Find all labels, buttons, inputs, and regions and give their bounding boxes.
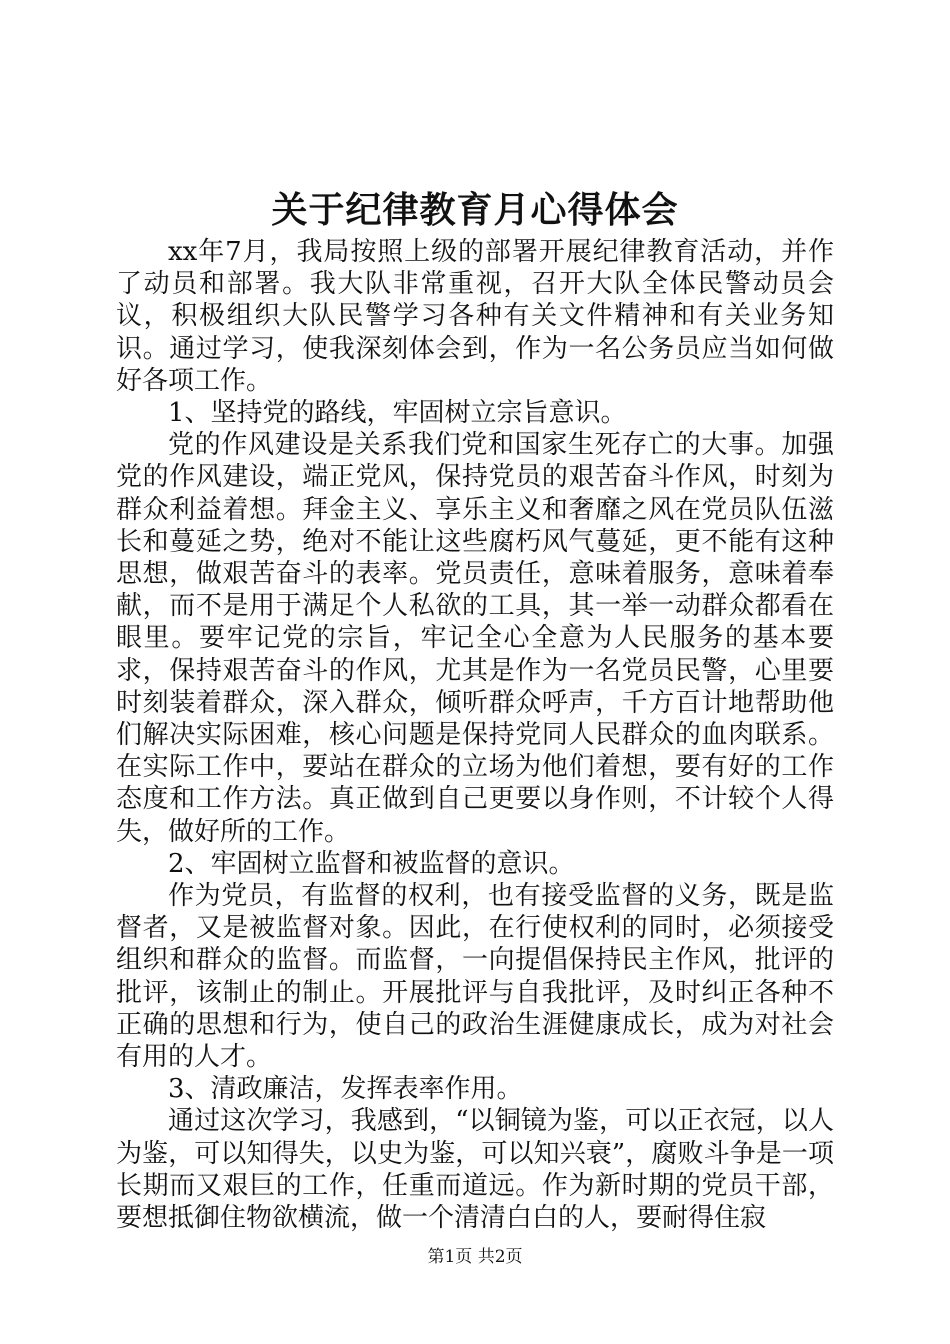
section-heading-3: 3、清政廉洁，发挥表率作用。 <box>168 1074 523 1105</box>
paragraph-section-3: 通过这次学习，我感到，“以铜镜为鉴，可以正衣冠，以人为鉴，可以知得失，以史为鉴，可以知兴衰”，腐败斗争是一项长期而又艰巨的工作，任重而道远。作为新时期的党员干部，要想抵御住物欲横流，做一个清清白白的人，要耐得住寂 <box>116 1106 834 1234</box>
page-number-footer: 第1页 共2页 <box>427 1247 523 1267</box>
paragraph-section-1: 党的作风建设是关系我们党和国家生死存亡的大事。加强党的作风建设，端正党风，保持党员的艰苦奋斗作风，时刻为群众利益着想。拜金主义、享乐主义和奢靡之风在党员队伍滋长和蔓延之势，绝对不能让这些腐朽风气蔓延，更不能有这种思想，做艰苦奋斗的表率。党员责任，意味着服务，意味着奉献，而不是用于满足个人私欲的工具，其一举一动群众都看在眼里。要牢记党的宗旨，牢记全心全意为人民服务的基本要求，保持艰苦奋斗的作风，尤其是作为一名党员民警，心里要时刻装着群众，深入群众，倾听群众呼声，千方百计地帮助他们解决实际困难，核心问题是保持党同人民群众的血肉联系。在实际工作中，要站在群众的立场为他们着想，要有好的工作态度和工作方法。真正做到自己更要以身作则，不计较个人得失，做好所的工作。 <box>116 430 834 847</box>
paragraph-intro: xx年7月，我局按照上级的部署开展纪律教育活动，并作了动员和部署。我大队非常重视，召开大队全体民警动员会议，积极组织大队民警学习各种有关文件精神和有关业务知识。通过学习，使我深刻体会到，作为一名公务员应当如何做好各项工作。 <box>116 237 834 396</box>
document-body <box>116 236 834 1234</box>
paragraph-section-2: 作为党员，有监督的权利，也有接受监督的义务，既是监督者，又是被监督对象。因此，在行使权利的同时，必须接受组织和群众的监督。而监督，一向提倡保持民主作风，批评的批评，该制止的制止。开展批评与自我批评，及时纠正各种不正确的思想和行为，使自己的政治生涯健康成长，成为对社会有用的人才。 <box>116 881 834 1073</box>
section-heading-1: 1、坚持党的路线，牢固树立宗旨意识。 <box>168 398 627 429</box>
document-title: 关于纪律教育月心得体会 <box>271 189 679 231</box>
section-heading-2: 2、牢固树立监督和被监督的意识。 <box>168 848 575 879</box>
